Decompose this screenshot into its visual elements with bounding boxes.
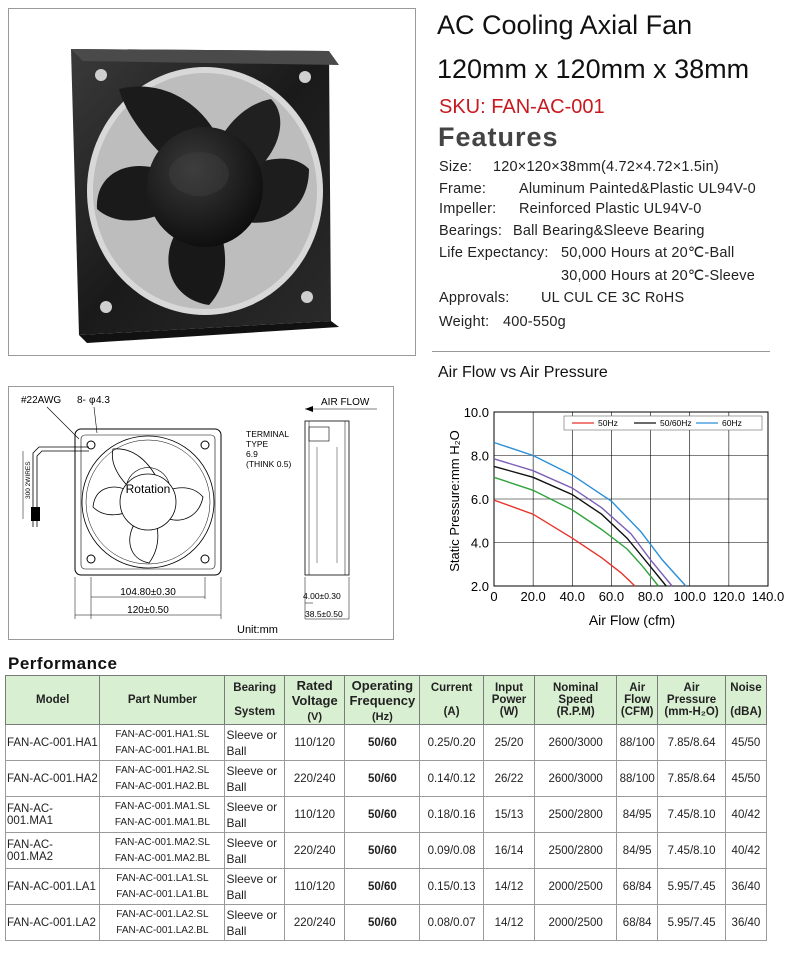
cell-part-number: FAN-AC-001.LA1.SL FAN-AC-001.LA1.BL xyxy=(100,869,225,905)
spec-life-value-ball: 50,000 Hours at 20℃-Ball xyxy=(561,245,735,261)
cell-noise: 36/40 xyxy=(725,905,766,941)
cell-frequency: 50/60 xyxy=(345,797,420,833)
cell-voltage: 220/240 xyxy=(284,761,345,797)
cell-air-pressure: 7.85/8.64 xyxy=(658,761,726,797)
cell-model: FAN-AC-001.MA1 xyxy=(6,797,100,833)
cell-current: 0.08/0.07 xyxy=(420,905,484,941)
spec-bearings-label: Bearings: xyxy=(439,223,503,239)
terminal-label-1: TERMINAL xyxy=(246,429,289,439)
performance-table xyxy=(5,675,767,941)
cell-speed: 2500/2800 xyxy=(535,833,617,869)
diameter-symbol: φ xyxy=(89,395,96,406)
performance-table-body xyxy=(6,725,767,941)
cell-frequency: 50/60 xyxy=(345,761,420,797)
unit-label: Unit:mm xyxy=(237,624,278,636)
y-tick-labels xyxy=(464,405,489,594)
cell-voltage: 110/120 xyxy=(284,725,345,761)
cell-noise: 45/50 xyxy=(725,761,766,797)
cell-air-pressure: 7.45/8.10 xyxy=(658,833,726,869)
cell-part-number: FAN-AC-001.MA2.SL FAN-AC-001.MA2.BL xyxy=(100,833,225,869)
holes-label: 8- xyxy=(77,395,86,406)
table-row xyxy=(6,761,767,797)
wires-label: 300 2WIRES xyxy=(25,461,32,499)
x-tick-label: 0 xyxy=(490,589,498,604)
cell-noise: 40/42 xyxy=(725,833,766,869)
table-row xyxy=(6,869,767,905)
product-title: AC Cooling Axial Fan xyxy=(437,10,693,40)
cell-part-number: FAN-AC-001.HA2.SL FAN-AC-001.HA2.BL xyxy=(100,761,225,797)
cell-frequency: 50/60 xyxy=(345,869,420,905)
cell-speed: 2500/2800 xyxy=(535,797,617,833)
x-tick-label: 140.0 xyxy=(751,589,784,604)
col-air-flow: Air Flow (CFM) xyxy=(617,676,658,725)
cell-current: 0.18/0.16 xyxy=(420,797,484,833)
cell-air-flow: 68/84 xyxy=(617,905,658,941)
cell-air-flow: 84/95 xyxy=(617,797,658,833)
y-tick-label: 10.0 xyxy=(463,405,489,420)
legend-label: 60Hz xyxy=(722,418,742,428)
product-photo xyxy=(8,8,416,356)
cell-frequency: 50/60 xyxy=(345,725,420,761)
spec-approvals-value: UL CUL CE 3C RoHS xyxy=(541,290,685,306)
cell-model: FAN-AC-001.MA2 xyxy=(6,833,100,869)
terminal-label-3: 6.9 xyxy=(246,449,258,459)
inner-dimension-label: 104.80±0.30 xyxy=(120,587,176,598)
cell-bearing: Sleeve or Ball xyxy=(225,725,284,761)
col-voltage: Rated Voltage (V) xyxy=(284,676,345,725)
airflow-label: AIR FLOW xyxy=(321,397,370,408)
cell-current: 0.14/0.12 xyxy=(420,761,484,797)
spec-approvals-label: Approvals: xyxy=(439,290,510,306)
cell-bearing: Sleeve or Ball xyxy=(225,905,284,941)
cell-bearing: Sleeve or Ball xyxy=(225,797,284,833)
cell-air-flow: 88/100 xyxy=(617,761,658,797)
x-tick-label: 120.0 xyxy=(712,589,746,604)
cell-model: FAN-AC-001.HA2 xyxy=(6,761,100,797)
rotation-label: Rotation xyxy=(125,482,171,496)
cell-model: FAN-AC-001.HA1 xyxy=(6,725,100,761)
dimension-drawing-svg xyxy=(9,387,393,639)
spec-weight xyxy=(439,314,566,330)
spec-size-label: Size: xyxy=(439,159,473,175)
cell-air-pressure: 7.85/8.64 xyxy=(658,725,726,761)
terminal-label-2: TYPE xyxy=(246,439,269,449)
cell-input-power: 26/22 xyxy=(483,761,534,797)
col-current: Current (A) xyxy=(420,676,484,725)
terminal-label-4: (THINK 0.5) xyxy=(246,459,292,469)
cell-air-pressure: 5.95/7.45 xyxy=(658,869,726,905)
cell-speed: 2000/2500 xyxy=(535,869,617,905)
cell-noise: 36/40 xyxy=(725,869,766,905)
spec-frame xyxy=(439,181,756,197)
x-tick-label: 20.0 xyxy=(520,589,546,604)
cell-voltage: 110/120 xyxy=(284,869,345,905)
cell-frequency: 50/60 xyxy=(345,833,420,869)
product-dimensions: 120mm x 120mm x 38mm xyxy=(437,54,750,84)
side-dimension-label-2: 38.5±0.50 xyxy=(305,609,343,619)
spec-life xyxy=(439,245,735,261)
col-frequency: Operating Frequency (Hz) xyxy=(345,676,420,725)
cell-current: 0.15/0.13 xyxy=(420,869,484,905)
dimension-drawing xyxy=(8,386,394,640)
hole-diameter-label: 4.3 xyxy=(96,395,110,406)
table-row xyxy=(6,725,767,761)
legend-label: 50Hz xyxy=(598,418,618,428)
col-bearing: Bearing System xyxy=(225,676,284,725)
y-tick-label: 4.0 xyxy=(470,535,489,551)
spec-size xyxy=(439,159,719,175)
table-row xyxy=(6,833,767,869)
features-heading: Features xyxy=(438,122,559,152)
cell-part-number: FAN-AC-001.MA1.SL FAN-AC-001.MA1.BL xyxy=(100,797,225,833)
x-tick-label: 60.0 xyxy=(598,589,625,604)
cell-current: 0.25/0.20 xyxy=(420,725,484,761)
cell-bearing: Sleeve or Ball xyxy=(225,833,284,869)
spec-impeller-label: Impeller: xyxy=(439,201,497,217)
outer-dimension-label: 120±0.50 xyxy=(127,605,169,616)
spec-frame-label: Frame: xyxy=(439,181,487,197)
table-header-row xyxy=(6,676,767,725)
cell-input-power: 25/20 xyxy=(483,725,534,761)
side-dimension-label-1: 4.00±0.30 xyxy=(303,591,341,601)
cell-speed: 2600/3000 xyxy=(535,761,617,797)
cell-part-number: FAN-AC-001.HA1.SL FAN-AC-001.HA1.BL xyxy=(100,725,225,761)
cell-noise: 40/42 xyxy=(725,797,766,833)
col-model: Model xyxy=(6,676,100,725)
spec-impeller-value: Reinforced Plastic UL94V-0 xyxy=(519,201,702,217)
cell-frequency: 50/60 xyxy=(345,905,420,941)
spec-bearings xyxy=(439,223,705,239)
awg-label: #22AWG xyxy=(21,395,62,406)
y-tick-label: 2.0 xyxy=(470,579,489,594)
fan-photo-illustration xyxy=(9,9,415,355)
y-tick-label: 8.0 xyxy=(470,448,489,464)
x-axis-label: Air Flow (cfm) xyxy=(588,612,676,628)
cell-noise: 45/50 xyxy=(725,725,766,761)
cell-bearing: Sleeve or Ball xyxy=(225,869,284,905)
chart-grid xyxy=(494,412,768,586)
spec-impeller xyxy=(439,201,702,217)
product-sku: SKU: FAN-AC-001 xyxy=(439,96,605,118)
performance-heading: Performance xyxy=(8,654,118,673)
col-input-power: Input Power (W) xyxy=(483,676,534,725)
spec-weight-label: Weight: xyxy=(439,314,490,330)
x-tick-label: 100.0 xyxy=(673,589,706,604)
section-divider xyxy=(432,351,770,352)
x-tick-label: 80.0 xyxy=(637,589,664,604)
spec-approvals xyxy=(439,290,685,306)
airflow-pressure-chart xyxy=(432,384,784,634)
spec-weight-value: 400-550g xyxy=(503,314,566,330)
cell-input-power: 14/12 xyxy=(483,869,534,905)
legend-label: 50/60Hz xyxy=(660,418,692,428)
y-axis-label: Static Pressure:mm H₂O xyxy=(447,430,462,572)
cell-voltage: 220/240 xyxy=(284,833,345,869)
cell-input-power: 16/14 xyxy=(483,833,534,869)
x-tick-labels xyxy=(490,589,784,604)
col-noise: Noise (dBA) xyxy=(725,676,766,725)
y-tick-label: 6.0 xyxy=(470,492,489,507)
cell-air-flow: 84/95 xyxy=(617,833,658,869)
cell-bearing: Sleeve or Ball xyxy=(225,761,284,797)
chart-legend xyxy=(564,416,762,430)
spec-size-value: 120×120×38mm(4.72×4.72×1.5in) xyxy=(493,159,719,175)
table-row xyxy=(6,905,767,941)
col-speed: Nominal Speed (R.P.M) xyxy=(535,676,617,725)
chart-title: Air Flow vs Air Pressure xyxy=(438,364,608,381)
cell-model: FAN-AC-001.LA2 xyxy=(6,905,100,941)
spec-frame-value: Aluminum Painted&Plastic UL94V-0 xyxy=(519,181,756,197)
spec-life-sleeve xyxy=(561,268,755,284)
cell-model: FAN-AC-001.LA1 xyxy=(6,869,100,905)
spec-life-label: Life Expectancy: xyxy=(439,245,549,261)
cell-air-pressure: 7.45/8.10 xyxy=(658,797,726,833)
table-row xyxy=(6,797,767,833)
spec-life-value-sleeve: 30,000 Hours at 20℃-Sleeve xyxy=(561,268,755,284)
col-part-number: Part Number xyxy=(100,676,225,725)
col-air-pressure: Air Pressure (mm-H₂O) xyxy=(658,676,726,725)
cell-voltage: 220/240 xyxy=(284,905,345,941)
x-tick-label: 40.0 xyxy=(559,589,585,604)
cell-air-flow: 88/100 xyxy=(617,725,658,761)
spec-bearings-value: Ball Bearing&Sleeve Bearing xyxy=(513,223,705,239)
cell-air-flow: 68/84 xyxy=(617,869,658,905)
cell-speed: 2000/2500 xyxy=(535,905,617,941)
cell-current: 0.09/0.08 xyxy=(420,833,484,869)
cell-input-power: 15/13 xyxy=(483,797,534,833)
cell-air-pressure: 5.95/7.45 xyxy=(658,905,726,941)
cell-input-power: 14/12 xyxy=(483,905,534,941)
cell-speed: 2600/3000 xyxy=(535,725,617,761)
cell-voltage: 110/120 xyxy=(284,797,345,833)
cell-part-number: FAN-AC-001.LA2.SL FAN-AC-001.LA2.BL xyxy=(100,905,225,941)
